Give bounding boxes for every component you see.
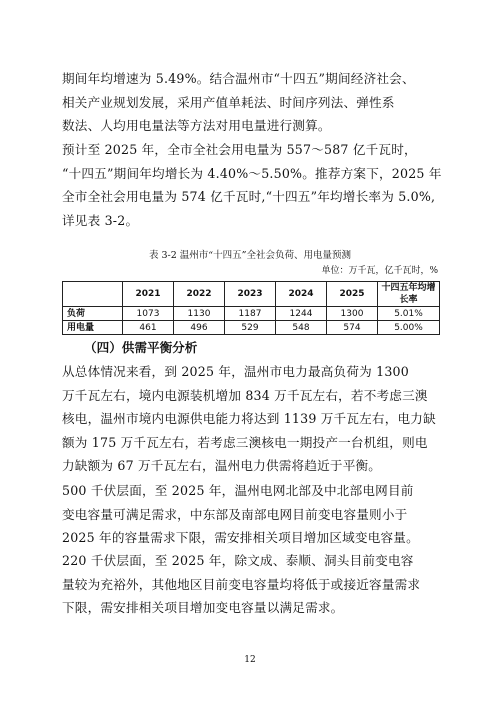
paragraph-220kv (62, 549, 438, 620)
table-cell: 1300 (327, 307, 378, 321)
table-cell: 1073 (123, 307, 174, 321)
paragraph-forecast-2025 (62, 138, 442, 232)
table-cell: 574 (327, 321, 378, 335)
text-line: 变电容量可满足需求，中东部及南部电网目前变电容量则小于 (62, 506, 408, 522)
table-cell: 1187 (225, 307, 276, 321)
table-header-cell: 2021 (123, 282, 174, 307)
text-line: 相关产业规划发展，采用产值单耗法、时间序列法、弹性系 (62, 94, 395, 110)
text-line: 力缺额为 67 万千瓦左右，温州电力供需将趋近于平衡。 (62, 458, 382, 473)
text-line: “十四五”期间年均增长为 4.40%～5.50%。推荐方案下，2025 年 (62, 165, 442, 181)
text-line: 从总体情况来看，到 2025 年，温州市电力最高负荷为 1300 (62, 364, 409, 379)
table-unit-note: 单位：万千瓦，亿千瓦时，% (321, 266, 438, 276)
table-cell: 5.00% (378, 321, 440, 335)
forecast-table (62, 281, 440, 335)
table-header-cell: 2024 (276, 282, 327, 307)
text-line: 全市全社会用电量为 574 亿千瓦时,“十四五”年均增长率为 5.0%, (62, 189, 436, 204)
table-caption: 表 3-2 温州市“十四五”全社会负荷、用电量预测 (148, 250, 352, 261)
text-line: 期间年均增速为 5.49%。结合温州市“十四五”期间经济社会、 (62, 71, 415, 86)
text-line: 2025 年的容量需求下限，需安排相关项目增加区域变电容量。 (62, 530, 419, 545)
table-header-cell: 2022 (174, 282, 225, 307)
table-cell: 461 (123, 321, 174, 335)
table-row-label: 负荷 (63, 307, 123, 321)
page-number: 12 (244, 655, 256, 665)
table-header-cell: 2023 (225, 282, 276, 307)
text-line: 下限，需安排相关项目增加变电容量以满足需求。 (62, 600, 344, 615)
table-header-row (63, 282, 440, 307)
table-header-cell: 2025 (327, 282, 378, 307)
table-cell: 529 (225, 321, 276, 335)
text-line: 万千瓦左右，境内电源装机增加 834 万千瓦左右，若不考虑三澳 (62, 387, 428, 403)
section-heading: （四）供需平衡分析 (84, 340, 198, 355)
text-line: 500 千伏层面，至 2025 年，温州电网北部及中北部电网目前 (62, 483, 414, 498)
table-row (63, 321, 440, 335)
table-row-label: 用电量 (63, 321, 123, 335)
table-row (63, 307, 440, 321)
table-cell: 1244 (276, 307, 327, 321)
text-line: 量较为充裕外，其他地区目前变电容量均将低于或接近容量需求 (62, 576, 421, 592)
paragraph-500kv (62, 479, 438, 550)
table-cell: 496 (174, 321, 225, 335)
table-cell: 5.01% (378, 307, 440, 321)
text-line: 数法、人均用电量法等方法对用电量进行测算。 (62, 118, 331, 133)
table-cell: 1130 (174, 307, 225, 321)
text-line: 220 千伏层面，至 2025 年，除文成、泰顺、洞头目前变电容 (62, 553, 414, 568)
text-line: 核电，温州市境内电源供电能力将达到 1139 万千瓦左右，电力缺 (62, 411, 436, 426)
table-header-cell (63, 282, 123, 307)
paragraph-overall-balance (62, 360, 438, 478)
table-header-cell: 十四五年均增长率 (378, 282, 440, 307)
text-line: 额为 175 万千瓦左右，若考虑三澳核电一期投产一台机组，则电 (62, 434, 428, 450)
table-cell: 548 (276, 321, 327, 335)
text-line: 预计至 2025 年，全市全社会用电量为 557～587 亿千瓦时， (62, 142, 417, 157)
text-line: 详见表 3-2。 (62, 212, 139, 228)
paragraph-growth-method (62, 67, 438, 138)
